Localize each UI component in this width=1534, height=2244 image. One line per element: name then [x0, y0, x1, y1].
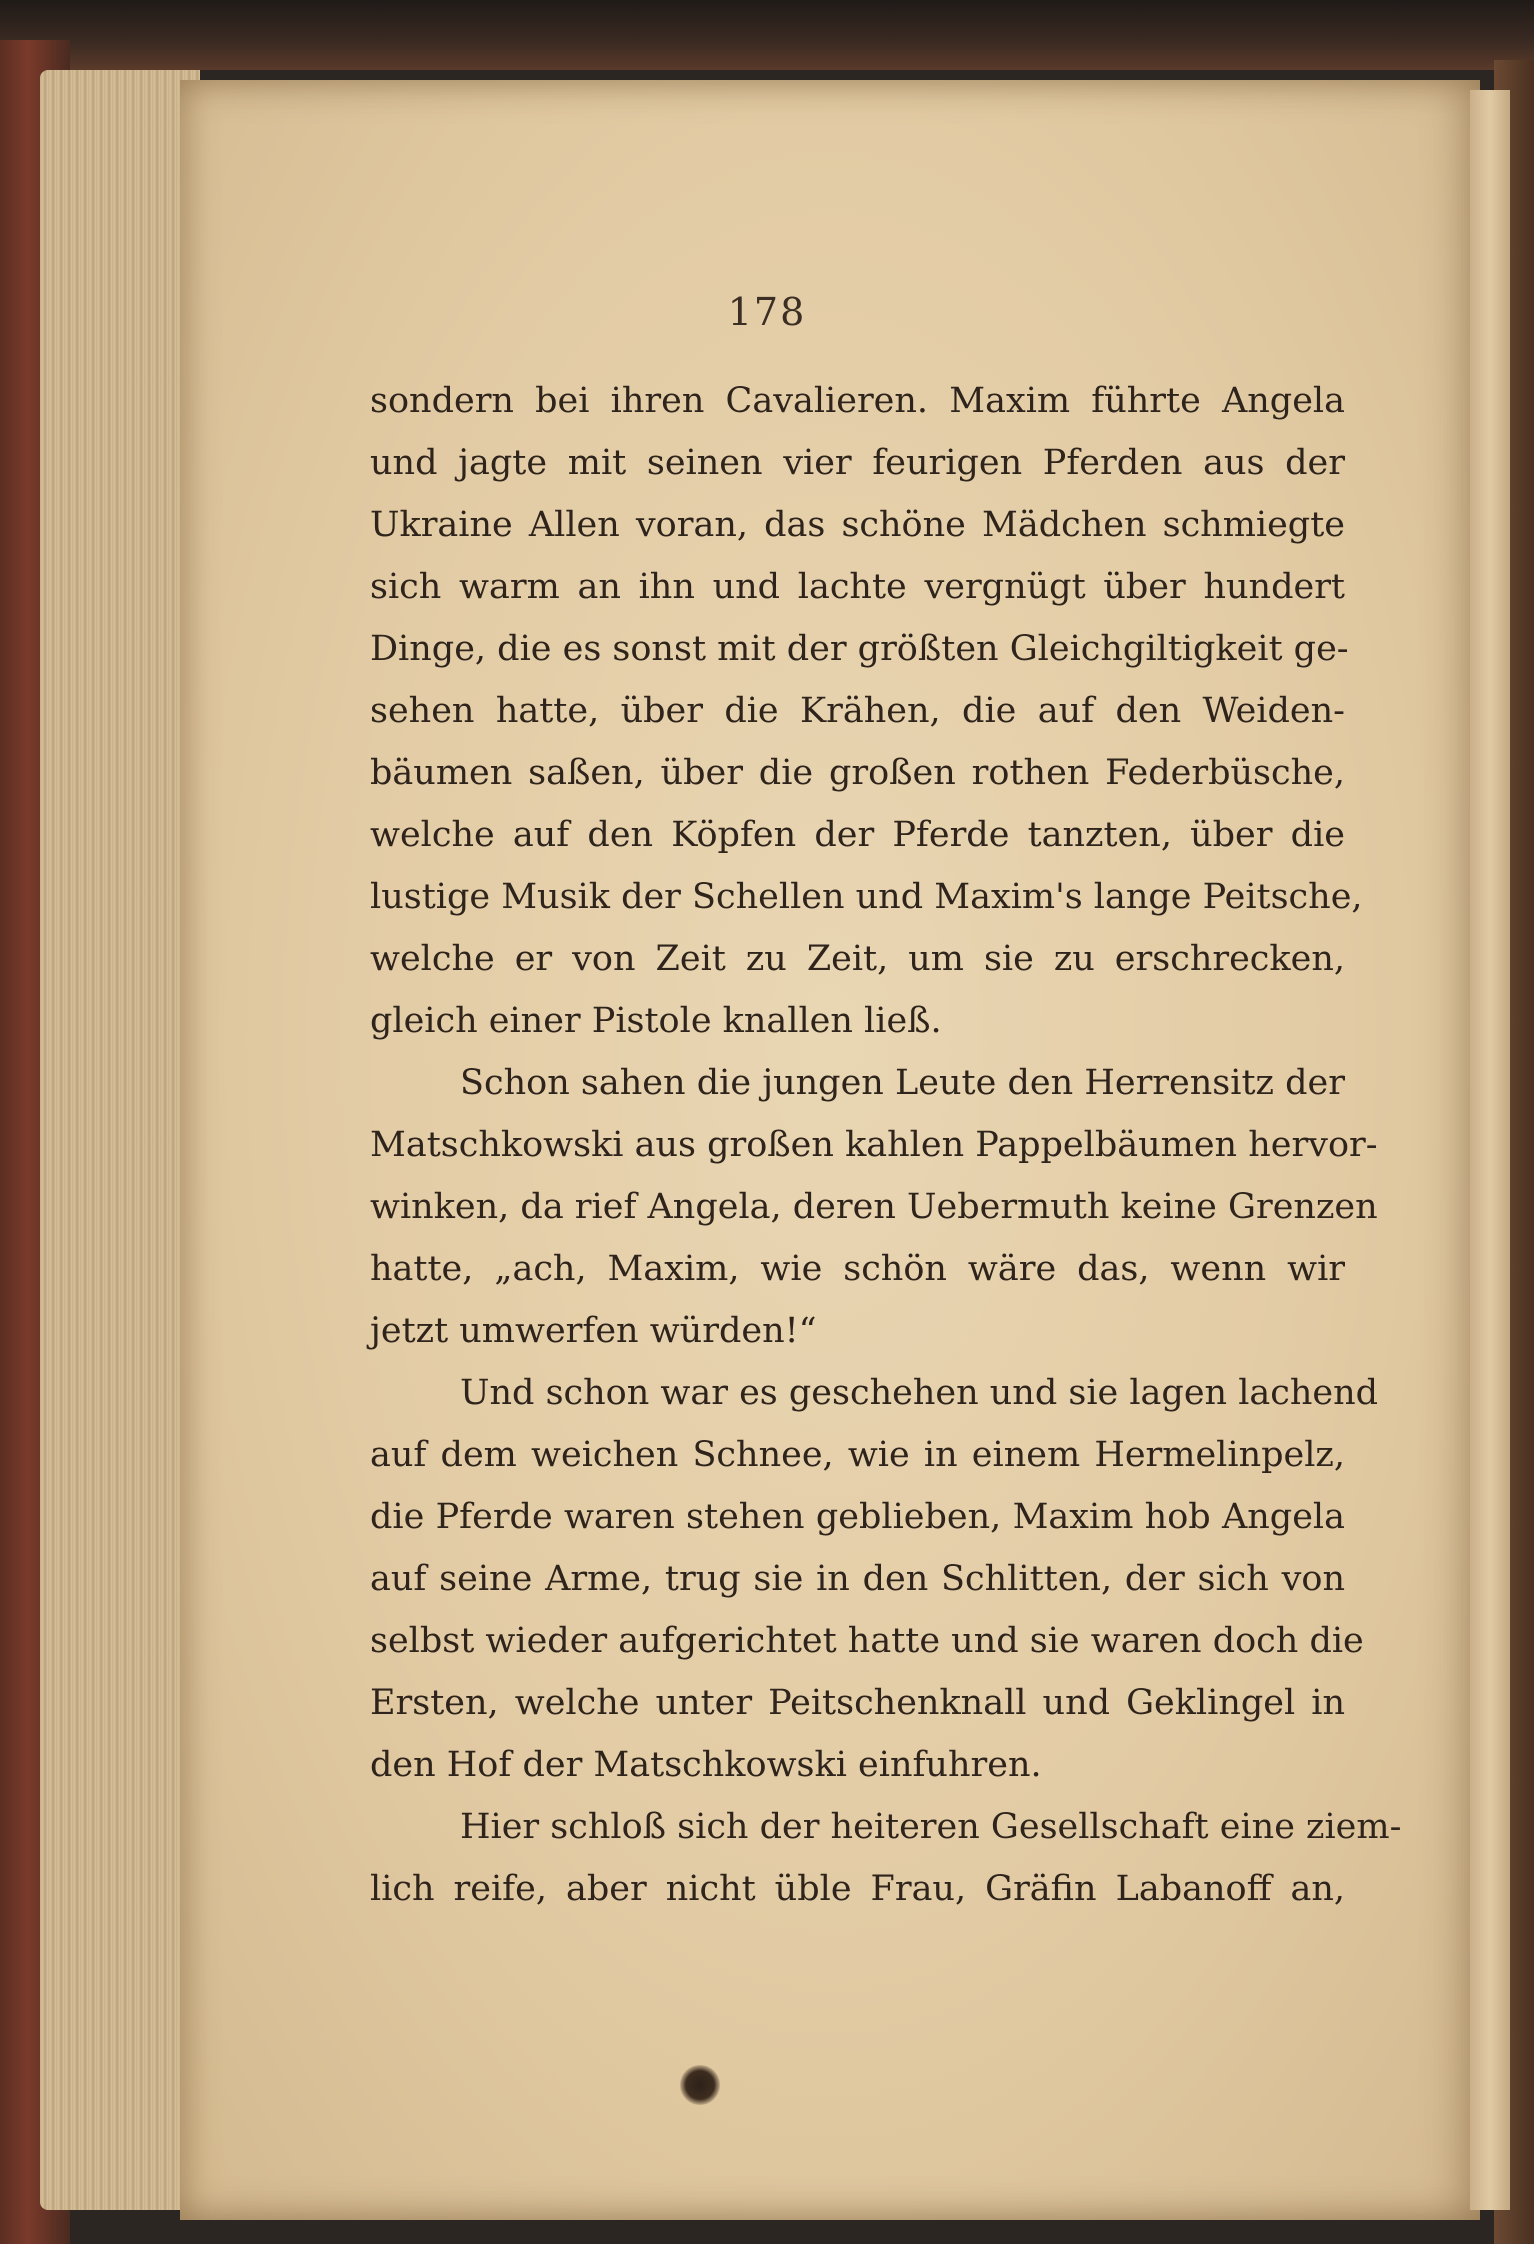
- text-line: und jagte mit seinen vier feurigen Pferden aus der: [370, 443, 1345, 483]
- text-line: bäumen saßen, über die großen rothen Federbüsche,: [370, 753, 1345, 793]
- page-number: 178: [727, 290, 807, 334]
- paragraph: [370, 1052, 1378, 1362]
- text-line: selbst wieder aufgerichtet hatte und sie waren doch die: [370, 1621, 1364, 1661]
- text-line: auf seine Arme, trug sie in den Schlitten, der sich von: [370, 1559, 1345, 1599]
- text-line: lustige Musik der Schellen und Maxim's lange Peitsche,: [370, 877, 1363, 917]
- text-line: hatte, „ach, Maxim, wie schön wäre das, wenn wir: [370, 1249, 1345, 1289]
- ink-stain: [680, 2065, 720, 2105]
- paragraph: [370, 1796, 1402, 1920]
- text-line: jetzt umwerfen würden!“: [370, 1311, 817, 1351]
- text-line: welche auf den Köpfen der Pferde tanzten, über die: [370, 815, 1345, 855]
- text-line: gleich einer Pistole knallen ließ.: [370, 1001, 942, 1041]
- text-line: winken, da rief Angela, deren Uebermuth keine Grenzen: [370, 1187, 1378, 1227]
- text-line: Hier schloß sich der heiteren Gesellschaft eine ziem-: [460, 1807, 1402, 1847]
- text-line: lich reife, aber nicht üble Frau, Gräfin Labanoff an,: [370, 1869, 1345, 1909]
- text-line: sehen hatte, über die Krähen, die auf den Weiden-: [370, 691, 1345, 731]
- page-stack-edges: [40, 70, 200, 2210]
- page-gutter: [1470, 90, 1510, 2210]
- text-line: Matschkowski aus großen kahlen Pappelbäumen hervor-: [370, 1125, 1378, 1165]
- text-line: Schon sahen die jungen Leute den Herrensitz der: [460, 1063, 1345, 1103]
- page-body-text: [370, 370, 1402, 1920]
- text-line: Dinge, die es sonst mit der größten Gleichgiltigkeit ge-: [370, 629, 1349, 669]
- text-line: den Hof der Matschkowski einfuhren.: [370, 1745, 1042, 1785]
- text-line: sich warm an ihn und lachte vergnügt über hundert: [370, 567, 1345, 607]
- text-line: Ersten, welche unter Peitschenknall und Geklingel in: [370, 1683, 1345, 1723]
- text-line: sondern bei ihren Cavalieren. Maxim führte Angela: [370, 381, 1345, 421]
- text-line: Und schon war es geschehen und sie lagen lachend: [460, 1373, 1379, 1413]
- text-line: Ukraine Allen voran, das schöne Mädchen schmiegte: [370, 505, 1345, 545]
- text-line: auf dem weichen Schnee, wie in einem Hermelinpelz,: [370, 1435, 1345, 1475]
- book-cover-top: [0, 0, 1534, 70]
- paragraph: [370, 1362, 1379, 1796]
- text-line: die Pferde waren stehen geblieben, Maxim hob Angela: [370, 1497, 1345, 1537]
- paragraph: [370, 370, 1363, 1052]
- text-line: welche er von Zeit zu Zeit, um sie zu erschrecken,: [370, 939, 1345, 979]
